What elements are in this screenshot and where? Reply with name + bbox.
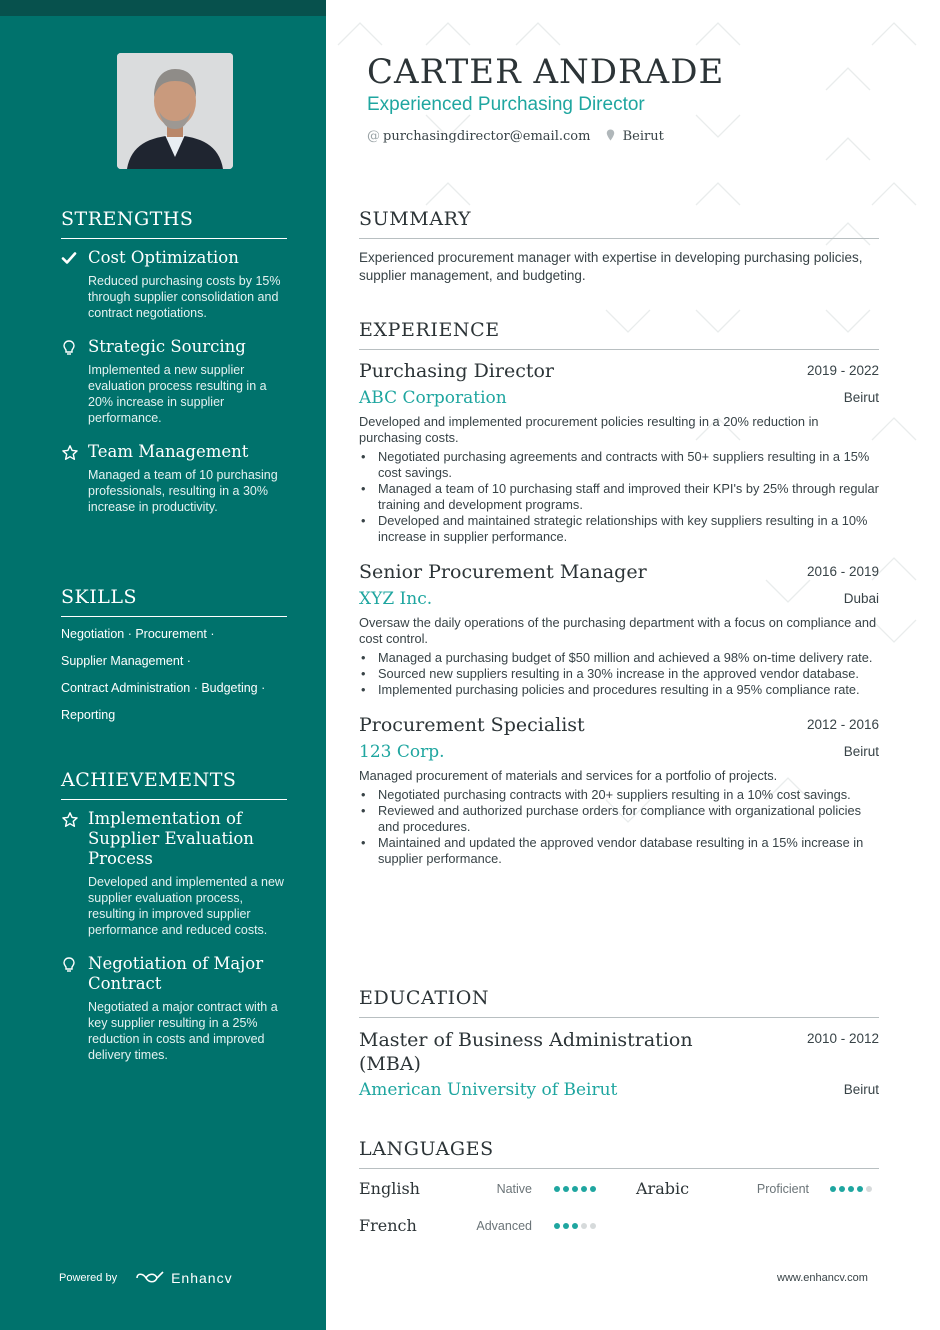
strengths-section <box>61 208 287 515</box>
skills-line: Contract Administration · Budgeting · <box>61 681 266 695</box>
proficiency-dot-empty <box>590 1223 596 1229</box>
job-entry <box>359 561 879 698</box>
website-link[interactable]: www.enhancv.com <box>777 1272 868 1284</box>
skills-title: SKILLS <box>61 586 287 617</box>
skills-section <box>61 586 287 729</box>
languages-title: LANGUAGES <box>359 1138 879 1169</box>
job-location: Dubai <box>843 591 879 606</box>
achievement-title: Negotiation of Major Contract <box>88 954 264 993</box>
star-icon <box>61 444 79 462</box>
enhancv-logo-icon <box>135 1270 165 1286</box>
proficiency-dot-filled <box>839 1186 845 1192</box>
candidate-role: Experienced Purchasing Director <box>367 94 645 115</box>
at-icon: @ <box>367 129 380 144</box>
job-entry <box>359 714 879 867</box>
skills-line: Supplier Management · <box>61 654 191 668</box>
brand-name: Enhancv <box>171 1270 233 1286</box>
school-name: American University of Beirut <box>359 1080 618 1100</box>
job-location: Beirut <box>843 744 879 759</box>
proficiency-dot-filled <box>830 1186 836 1192</box>
summary-section <box>359 208 879 285</box>
language-level: Proficient <box>756 1182 809 1196</box>
proficiency-dot-filled <box>563 1223 569 1229</box>
language-item <box>359 1216 604 1235</box>
powered-by <box>59 1270 233 1286</box>
job-bullet: • Reviewed and authorized purchase orders for compliance with organizational policies and procedures. <box>359 803 879 835</box>
candidate-name: CARTER ANDRADE <box>367 52 725 92</box>
education-location: Beirut <box>843 1082 879 1097</box>
summary-text: Experienced procurement manager with expertise in developing purchasing policies, supplier management, and budgeting. <box>359 250 863 283</box>
job-title: Senior Procurement Manager <box>359 561 647 583</box>
degree-title: Master of Business Administration (MBA) <box>359 1029 693 1075</box>
job-description: Oversaw the daily operations of the purchasing department with a focus on compliance and cost control. <box>359 615 877 646</box>
achievements-section <box>61 769 287 1063</box>
location-text: Beirut <box>622 129 664 144</box>
job-dates: 2012 - 2016 <box>806 717 879 732</box>
achievement-title: Implementation of Supplier Evaluation Process <box>88 809 254 868</box>
strengths-title: STRENGTHS <box>61 208 287 239</box>
proficiency-dot-filled <box>554 1186 560 1192</box>
strength-desc: Implemented a new supplier evaluation process resulting in a 20% increase in supplier performance. <box>88 363 267 425</box>
skills-list <box>61 621 287 729</box>
proficiency-dot-filled <box>572 1223 578 1229</box>
job-description: Managed procurement of materials and services for a portfolio of projects. <box>359 768 778 783</box>
language-dots <box>554 1223 596 1229</box>
language-name: Arabic <box>636 1179 690 1198</box>
job-bullet: • Negotiated purchasing agreements and contracts with 50+ suppliers resulting in a 15% cost savings. <box>359 449 879 481</box>
skills-line: Reporting <box>61 708 116 722</box>
languages-section <box>359 1138 879 1248</box>
strength-desc: Reduced purchasing costs by 15% through supplier consolidation and contract negotiations. <box>88 274 281 320</box>
proficiency-dot-filled <box>848 1186 854 1192</box>
check-icon <box>61 250 79 268</box>
job-dates: 2016 - 2019 <box>806 564 879 579</box>
job-bullet: • Sourced new suppliers resulting in a 30% increase in the approved vendor database. <box>359 666 879 682</box>
proficiency-dot-filled <box>554 1223 560 1229</box>
job-bullet: • Developed and maintained strategic relationships with key suppliers resulting in a 10% increase in supplier performance. <box>359 513 879 545</box>
profile-photo <box>117 53 233 169</box>
achievement-desc: Developed and implemented a new supplier evaluation process, resulting in improved supplier performance and reduced costs. <box>88 875 284 937</box>
job-title: Purchasing Director <box>359 360 555 382</box>
achievement-desc: Negotiated a major contract with a key supplier resulting in a 25% reduction in costs and improved delivery times. <box>88 1000 278 1062</box>
job-description: Developed and implemented procurement policies resulting in a 20% reduction in purchasing costs. <box>359 414 819 445</box>
job-bullets <box>359 650 879 698</box>
education-section <box>359 987 879 1100</box>
language-item <box>636 1179 881 1198</box>
job-company: XYZ Inc. <box>359 589 433 609</box>
language-level: Advanced <box>476 1219 532 1233</box>
job-title: Procurement Specialist <box>359 714 585 736</box>
proficiency-dot-empty <box>581 1223 587 1229</box>
sidebar-top-strip <box>0 0 326 16</box>
achievement-item <box>61 809 287 938</box>
achievement-item <box>61 954 287 1063</box>
job-company: 123 Corp. <box>359 742 445 762</box>
language-level: Native <box>496 1182 532 1196</box>
language-dots <box>830 1186 872 1192</box>
enhancv-logo[interactable] <box>135 1270 232 1286</box>
strength-desc: Managed a team of 10 purchasing professionals, resulting in a 30% increase in productivity. <box>88 468 278 514</box>
proficiency-dot-filled <box>563 1186 569 1192</box>
location-contact <box>606 129 663 144</box>
strength-item <box>61 337 287 426</box>
job-entry <box>359 360 879 545</box>
experience-title: EXPERIENCE <box>359 319 879 350</box>
proficiency-dot-filled <box>590 1186 596 1192</box>
job-bullets <box>359 787 879 867</box>
summary-title: SUMMARY <box>359 208 879 239</box>
location-pin-icon <box>606 129 619 144</box>
language-item <box>359 1179 604 1198</box>
lightbulb-icon <box>61 956 79 974</box>
achievements-title: ACHIEVEMENTS <box>61 769 287 800</box>
job-bullet: • Managed a purchasing budget of $50 million and achieved a 98% on-time delivery rate. <box>359 650 879 666</box>
proficiency-dot-filled <box>572 1186 578 1192</box>
job-bullet: • Managed a team of 10 purchasing staff and improved their KPI's by 25% through regular training and development programs. <box>359 481 879 513</box>
job-bullet: • Negotiated purchasing contracts with 20+ suppliers resulting in a 10% cost savings. <box>359 787 879 803</box>
experience-section <box>359 319 879 867</box>
powered-by-label: Powered by <box>59 1272 118 1284</box>
education-entry <box>359 1028 879 1100</box>
education-title: EDUCATION <box>359 987 879 1018</box>
proficiency-dot-filled <box>857 1186 863 1192</box>
language-name: French <box>359 1216 417 1235</box>
job-bullets <box>359 449 879 545</box>
language-dots <box>554 1186 596 1192</box>
strength-item <box>61 442 287 515</box>
strength-title: Team Management <box>88 442 249 461</box>
email-text: purchasingdirector@email.com <box>383 129 591 144</box>
sidebar <box>0 0 326 1330</box>
proficiency-dot-empty <box>866 1186 872 1192</box>
job-location: Beirut <box>843 390 879 405</box>
job-company: ABC Corporation <box>359 388 507 408</box>
strength-item <box>61 248 287 321</box>
star-icon <box>61 811 79 829</box>
job-dates: 2019 - 2022 <box>806 363 879 378</box>
job-bullet: • Maintained and updated the approved vendor database resulting in a 15% increase in supplier performance. <box>359 835 879 867</box>
skills-line: Negotiation · Procurement · <box>61 627 215 641</box>
job-bullet: • Implemented purchasing policies and procedures resulting in a 95% compliance rate. <box>359 682 879 698</box>
contact-info <box>367 129 664 144</box>
education-dates: 2010 - 2012 <box>806 1031 879 1046</box>
email-contact[interactable] <box>367 129 590 144</box>
strength-title: Strategic Sourcing <box>88 337 246 356</box>
language-name: English <box>359 1179 420 1198</box>
lightbulb-icon <box>61 339 79 357</box>
strength-title: Cost Optimization <box>88 248 239 267</box>
proficiency-dot-filled <box>581 1186 587 1192</box>
